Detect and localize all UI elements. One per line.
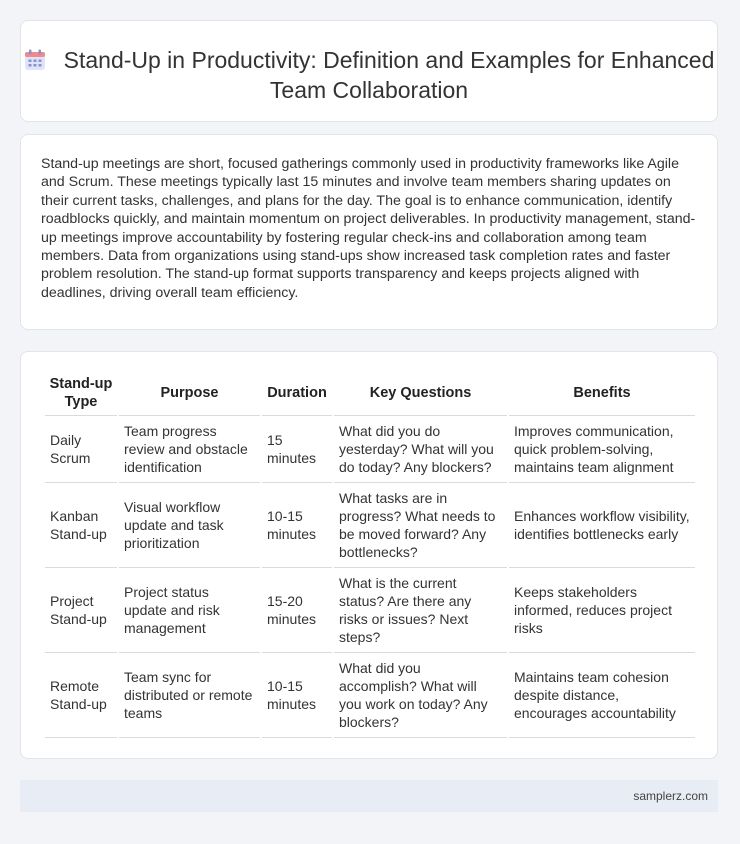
cell-duration: 10-15 minutes <box>262 653 332 738</box>
table-header-row <box>45 370 695 416</box>
header-purpose: Purpose <box>119 370 260 416</box>
cell-type: Kanban Stand-up <box>45 483 117 568</box>
intro-paragraph: Stand-up meetings are short, focused gatherings commonly used in productivity frameworks like Agile and Scrum. These meetings typically last 15 minutes and involve team members sharing updates on their current tasks, challenges, and plans for the day. The goal is to enhance communication, identify roadblocks quickly, and maintain momentum on project deliverables. In productivity management, stand-up meetings improve accountability by fostering regular check-ins and collaboration among team members. Data from organizations using stand-ups show increased task completion rates and faster problem resolution. The stand-up format supports transparency and keeps projects aligned with deadlines, driving overall team efficiency. <box>41 156 696 301</box>
cell-type: Remote Stand-up <box>45 653 117 738</box>
footer-site-link[interactable]: samplerz.com <box>633 789 708 803</box>
intro-card <box>20 134 718 330</box>
title-card <box>20 20 718 122</box>
cell-questions: What did you do yesterday? What will you do today? Any blockers? <box>334 416 507 483</box>
header-benefits: Benefits <box>509 370 695 416</box>
footer-bar <box>20 780 718 812</box>
cell-benefits: Enhances workflow visibility, identifies bottlenecks early <box>509 483 695 568</box>
cell-questions: What tasks are in progress? What needs to be moved forward? Any bottlenecks? <box>334 483 507 568</box>
cell-questions: What is the current status? Are there any risks or issues? Next steps? <box>334 568 507 653</box>
header-standup-type: Stand-up Type <box>45 370 117 416</box>
cell-type: Daily Scrum <box>45 416 117 483</box>
cell-purpose: Project status update and risk management <box>119 568 260 653</box>
table-card <box>20 351 718 759</box>
cell-duration: 15 minutes <box>262 416 332 483</box>
header-key-questions: Key Questions <box>334 370 507 416</box>
cell-questions: What did you accomplish? What will you work on today? Any blockers? <box>334 653 507 738</box>
header-duration: Duration <box>262 370 332 416</box>
calendar-icon <box>24 49 46 71</box>
cell-purpose: Team progress review and obstacle identification <box>119 416 260 483</box>
cell-benefits: Maintains team cohesion despite distance, encourages accountability <box>509 653 695 738</box>
cell-benefits: Keeps stakeholders informed, reduces project risks <box>509 568 695 653</box>
table-row <box>45 416 695 483</box>
table-row <box>45 568 695 653</box>
page-title-wrap <box>21 45 717 105</box>
cell-duration: 10-15 minutes <box>262 483 332 568</box>
standup-table <box>43 370 697 738</box>
cell-purpose: Team sync for distributed or remote teams <box>119 653 260 738</box>
table-row <box>45 483 695 568</box>
cell-benefits: Improves communication, quick problem-solving, maintains team alignment <box>509 416 695 483</box>
cell-type: Project Stand-up <box>45 568 117 653</box>
table-row <box>45 653 695 738</box>
cell-duration: 15-20 minutes <box>262 568 332 653</box>
cell-purpose: Visual workflow update and task prioritization <box>119 483 260 568</box>
page-title: Stand-Up in Productivity: Definition and Examples for Enhanced Team Collaboration <box>63 47 715 103</box>
